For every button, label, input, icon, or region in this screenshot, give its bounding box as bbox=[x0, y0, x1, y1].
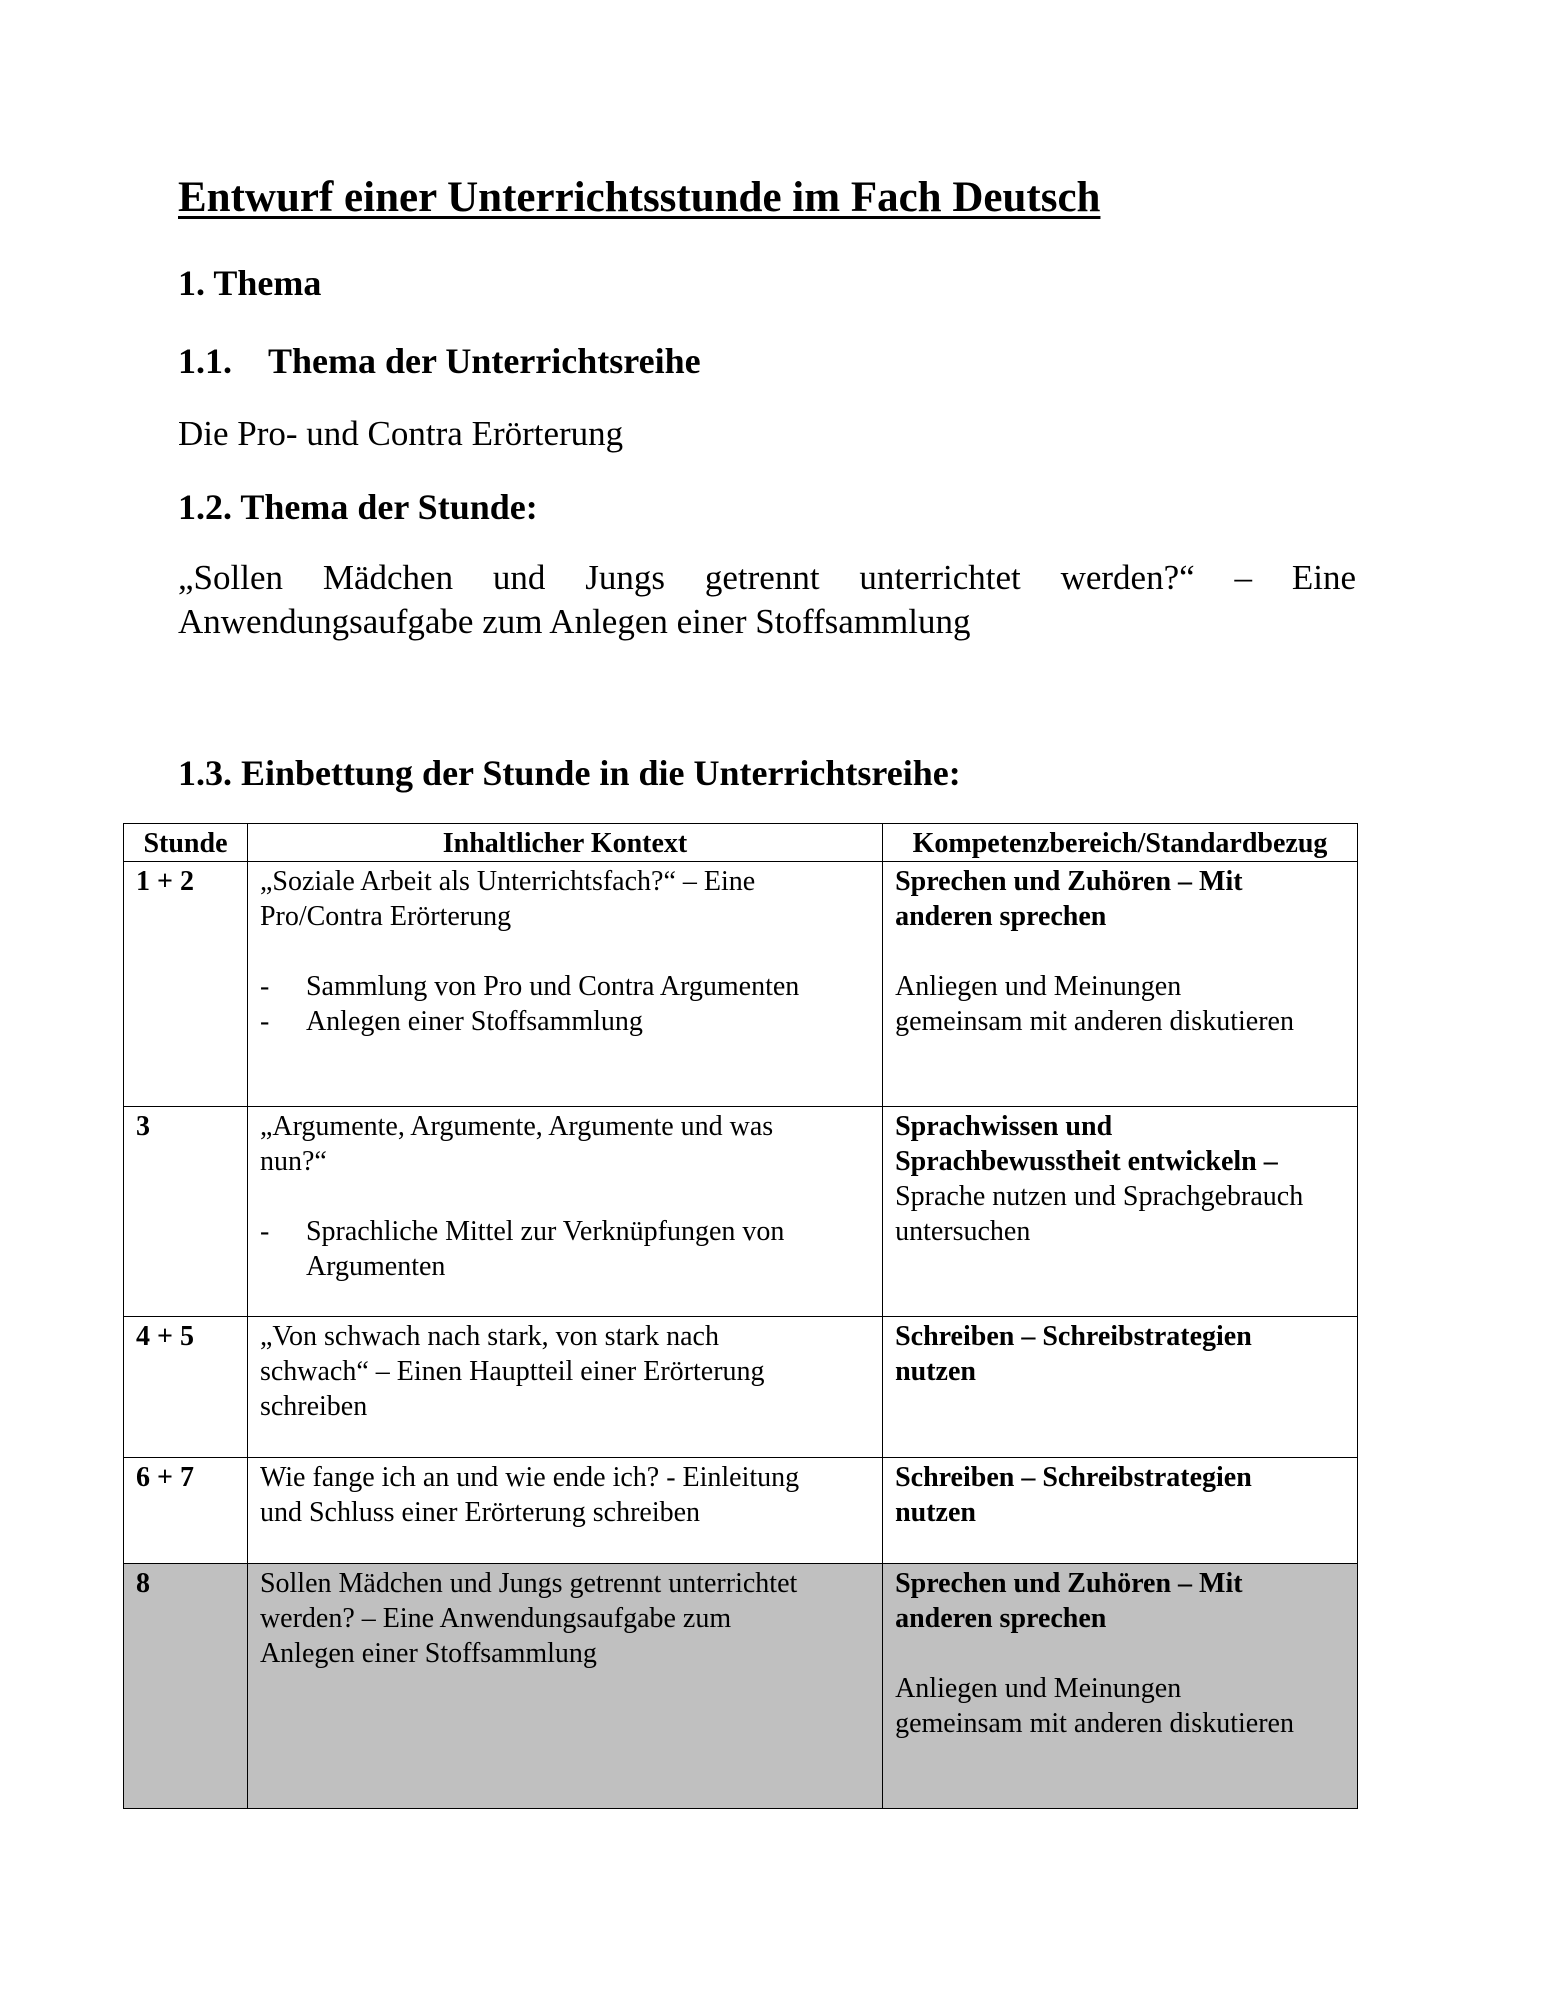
list-item: - Sammlung von Pro und Contra Argumenten bbox=[259, 971, 800, 1002]
kompetenz-heading: nutzen bbox=[895, 1356, 976, 1387]
kontext-cell bbox=[247, 1107, 882, 1317]
kontext-line: werden? – Eine Anwendungsaufgabe zum bbox=[259, 1603, 732, 1634]
section-1-3-heading: 1.3. Einbettung der Stunde in die Unterrichtsreihe: bbox=[178, 753, 961, 793]
kompetenz-heading: Sprechen und Zuhören – Mit bbox=[895, 1568, 1243, 1599]
kontext-cell bbox=[247, 1564, 882, 1809]
kompetenz-text: untersuchen bbox=[895, 1216, 1031, 1247]
series-topic: Die Pro- und Contra Erörterung bbox=[178, 414, 624, 453]
bullet-text: Sprachliche Mittel zur Verknüpfungen von Argumenten bbox=[305, 1216, 785, 1282]
kontext-line: „Soziale Arbeit als Unterrichtsfach?“ – Eine bbox=[259, 866, 756, 897]
kontext-line: Sollen Mädchen und Jungs getrennt unterrichtet bbox=[259, 1568, 798, 1599]
kontext-line: nun?“ bbox=[259, 1146, 327, 1177]
table-row-current-lesson bbox=[124, 1564, 1358, 1809]
kompetenz-text: gemeinsam mit anderen diskutieren bbox=[895, 1006, 1294, 1037]
kompetenz-heading: anderen sprechen bbox=[895, 901, 1107, 932]
kontext-line: „Argumente, Argumente, Argumente und was bbox=[259, 1111, 774, 1142]
kompetenz-heading: Sprachbewusstheit entwickeln – bbox=[895, 1146, 1278, 1177]
kontext-bullet-list bbox=[260, 1214, 870, 1284]
bullet-text: Anlegen einer Stoffsammlung bbox=[305, 1006, 643, 1037]
section-1-2-heading: 1.2. Thema der Stunde: bbox=[178, 487, 538, 527]
stunde-cell: 6 + 7 bbox=[124, 1458, 248, 1564]
kompetenz-heading: anderen sprechen bbox=[895, 1603, 1107, 1634]
lesson-topic-line-1: „Sollen Mädchen und Jungs getrennt unterrichtet werden?“ – Eine bbox=[178, 558, 1356, 597]
kontext-line: und Schluss einer Erörterung schreiben bbox=[259, 1497, 701, 1528]
table-header-row bbox=[124, 824, 1358, 862]
kompetenz-heading: Schreiben – Schreibstrategien bbox=[895, 1321, 1252, 1352]
kompetenz-heading: Sprechen und Zuhören – Mit bbox=[895, 866, 1243, 897]
section-1-1-heading bbox=[178, 340, 1356, 383]
kontext-line: Pro/Contra Erörterung bbox=[259, 901, 512, 932]
kontext-line: schwach“ – Einen Hauptteil einer Erörterung bbox=[259, 1356, 765, 1387]
stunde-cell: 1 + 2 bbox=[124, 862, 248, 1107]
bullet-text: Sammlung von Pro und Contra Argumenten bbox=[305, 971, 800, 1002]
section-1-1-title: Thema der Unterrichtsreihe bbox=[268, 341, 701, 381]
kompetenz-cell bbox=[883, 1564, 1358, 1809]
table-row bbox=[124, 1317, 1358, 1458]
stunde-cell: 4 + 5 bbox=[124, 1317, 248, 1458]
table-row bbox=[124, 1458, 1358, 1564]
table-row bbox=[124, 862, 1358, 1107]
kompetenz-cell bbox=[883, 1458, 1358, 1564]
kontext-cell bbox=[247, 1458, 882, 1564]
section-1-1-number: 1.1. bbox=[178, 341, 232, 381]
kompetenz-cell bbox=[883, 1107, 1358, 1317]
kontext-cell bbox=[247, 1317, 882, 1458]
kompetenz-text: Anliegen und Meinungen bbox=[895, 1673, 1182, 1704]
lesson-series-table bbox=[123, 823, 1358, 1809]
kontext-line: schreiben bbox=[259, 1391, 368, 1422]
kompetenz-cell bbox=[883, 1317, 1358, 1458]
kompetenz-cell bbox=[883, 862, 1358, 1107]
kontext-cell bbox=[247, 862, 882, 1107]
kontext-line: „Von schwach nach stark, von stark nach bbox=[259, 1321, 719, 1352]
lesson-topic-line-2: Anwendungsaufgabe zum Anlegen einer Stoffsammlung bbox=[178, 601, 971, 641]
document-title: Entwurf einer Unterrichtsstunde im Fach Deutsch bbox=[178, 174, 1101, 221]
list-item: - Anlegen einer Stoffsammlung bbox=[259, 1006, 643, 1037]
kompetenz-heading: Sprachwissen und bbox=[895, 1111, 1113, 1142]
kontext-line: Wie fange ich an und wie ende ich? - Einleitung bbox=[259, 1462, 800, 1493]
kontext-bullet-list bbox=[260, 969, 870, 1039]
column-header-kontext: Inhaltlicher Kontext bbox=[247, 824, 882, 862]
stunde-cell: 8 bbox=[124, 1564, 248, 1809]
lesson-topic bbox=[178, 556, 1356, 644]
kompetenz-text: Sprache nutzen und Sprachgebrauch bbox=[895, 1181, 1304, 1212]
kompetenz-heading: nutzen bbox=[895, 1497, 976, 1528]
list-item: - Sprachliche Mittel zur Verknüpfungen von Argumenten bbox=[259, 1216, 785, 1282]
section-1-heading: 1. Thema bbox=[178, 263, 322, 303]
kompetenz-text: gemeinsam mit anderen diskutieren bbox=[895, 1708, 1294, 1739]
kompetenz-heading: Schreiben – Schreibstrategien bbox=[895, 1462, 1252, 1493]
table-row bbox=[124, 1107, 1358, 1317]
column-header-kompetenz: Kompetenzbereich/Standardbezug bbox=[883, 824, 1358, 862]
kompetenz-text: Anliegen und Meinungen bbox=[895, 971, 1182, 1002]
kontext-line: Anlegen einer Stoffsammlung bbox=[259, 1638, 597, 1669]
column-header-stunde: Stunde bbox=[124, 824, 248, 862]
stunde-cell: 3 bbox=[124, 1107, 248, 1317]
